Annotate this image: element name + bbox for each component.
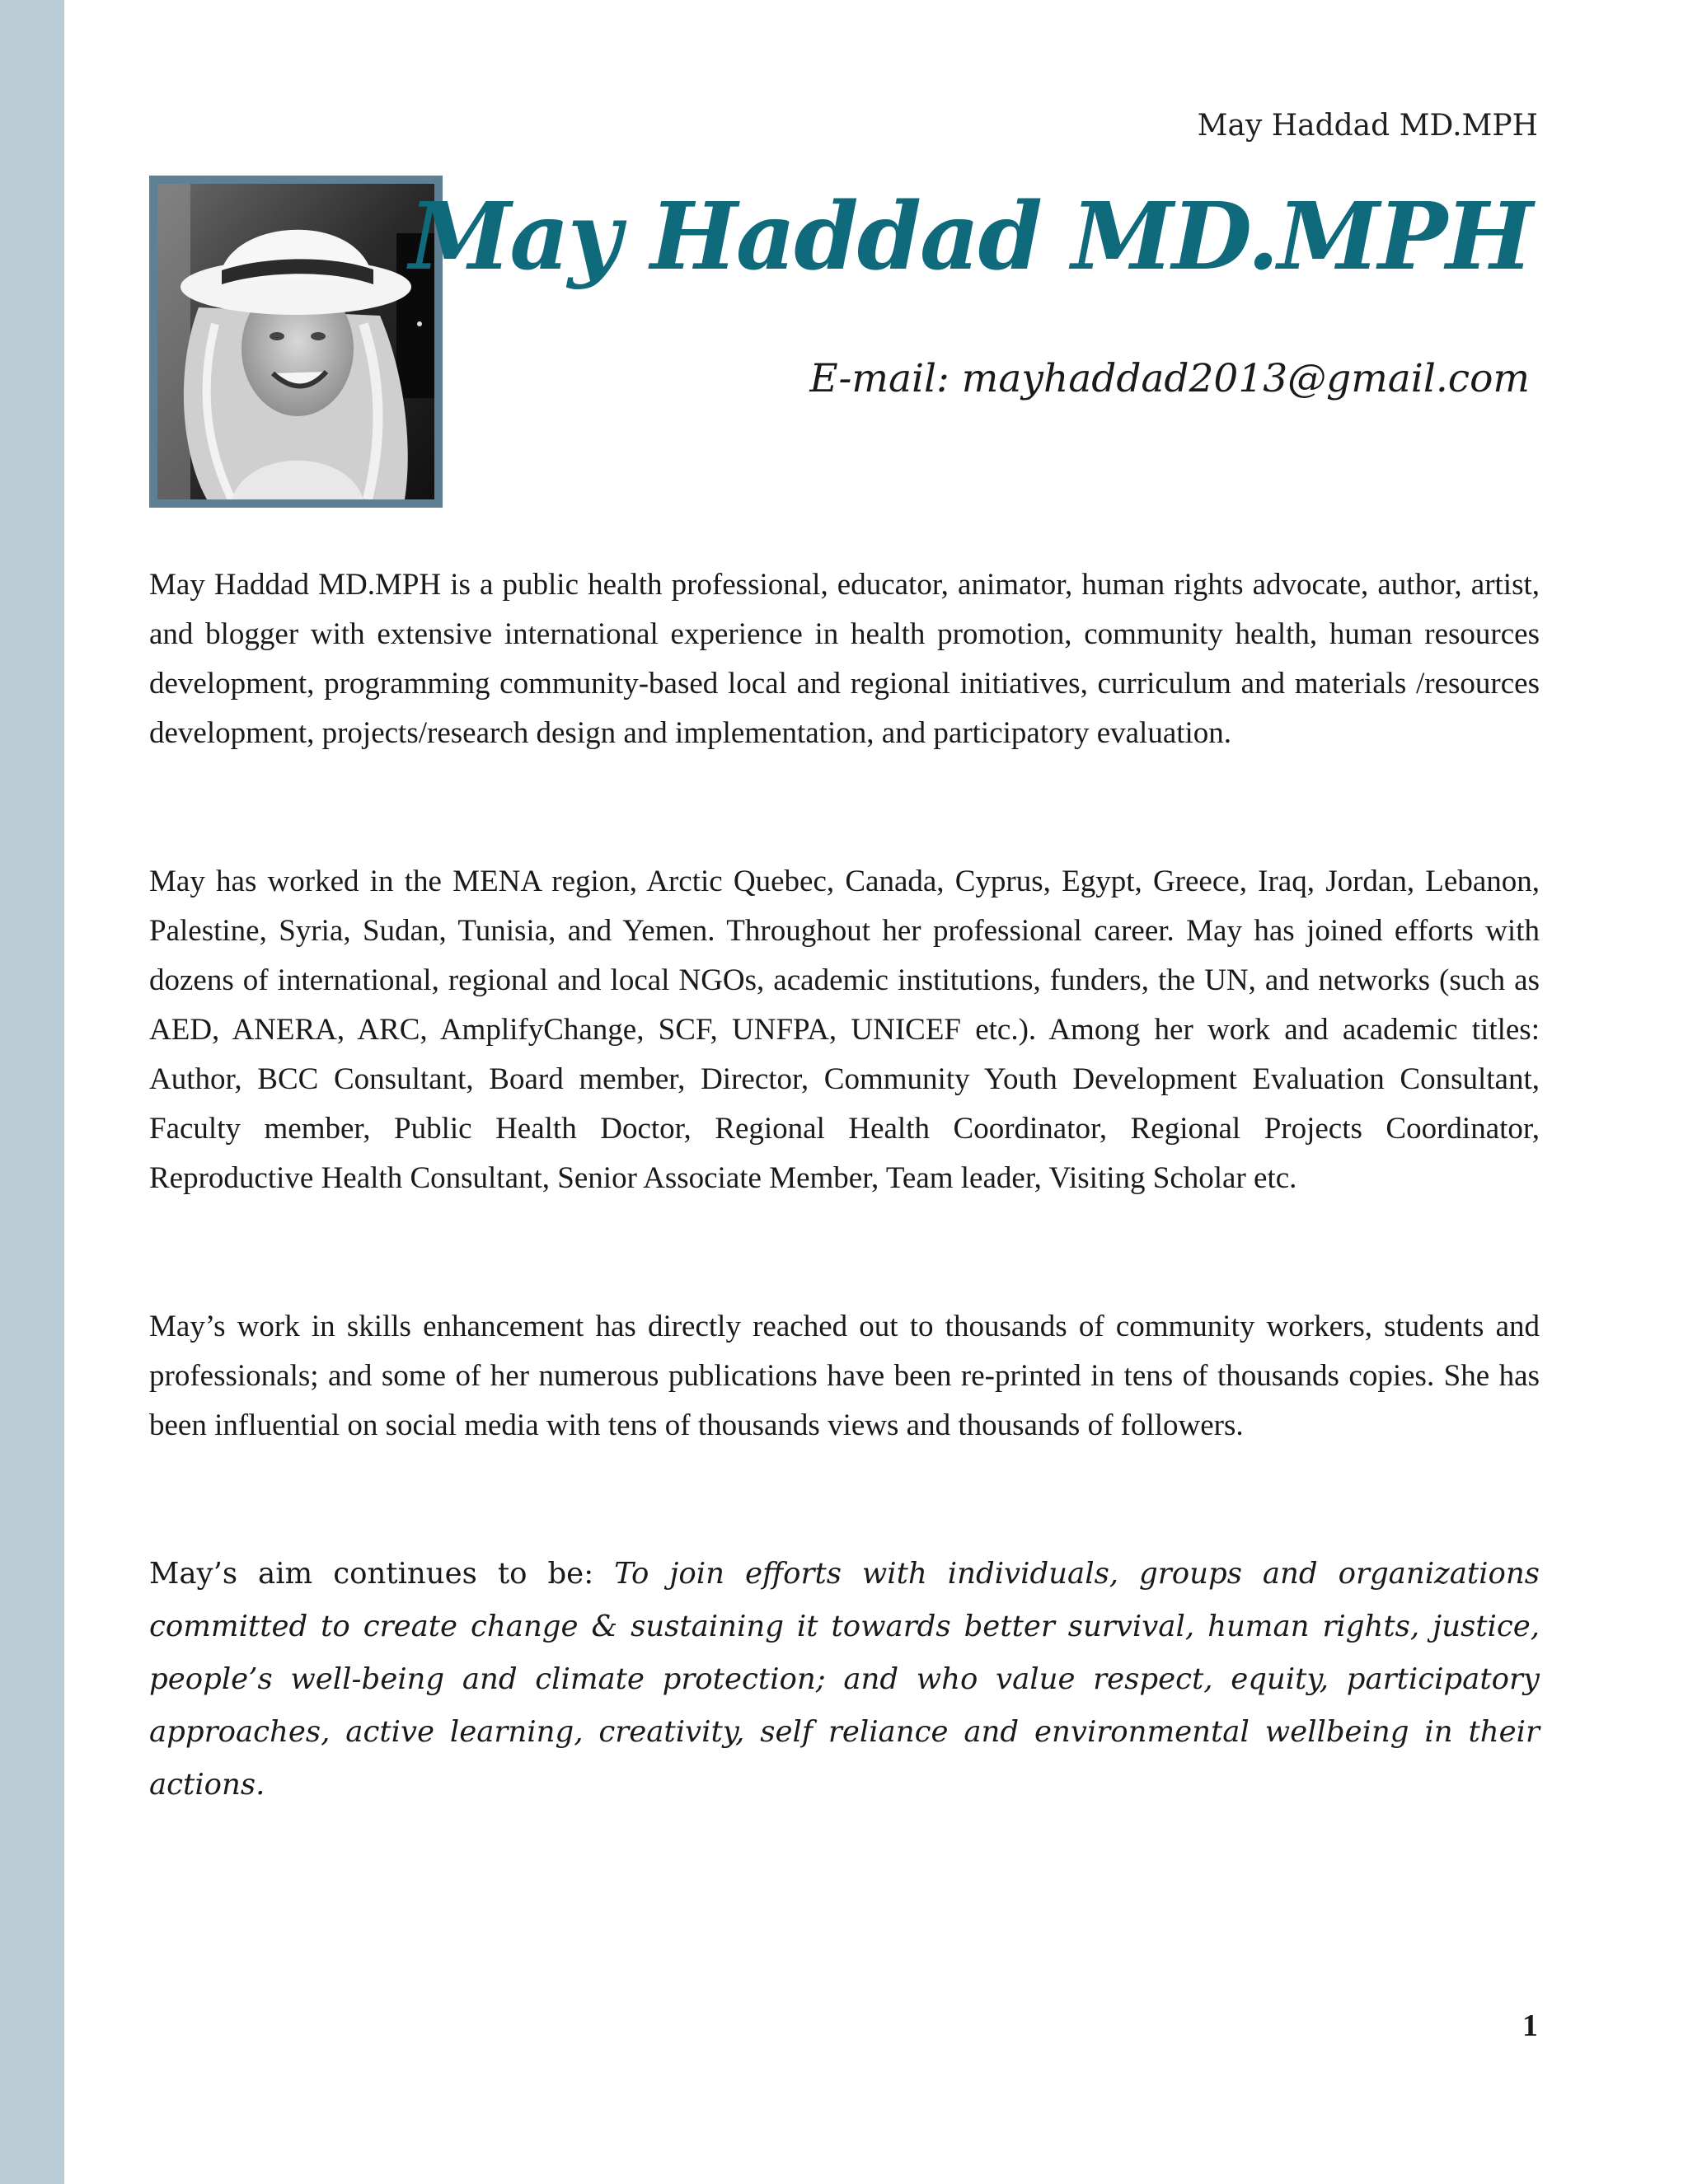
bio-paragraph-3: May’s work in skills enhancement has directly reached out to thousands of community workers, students and professionals; and some of her numerous publications have been re-printed in tens of thousands copies. She has been influential on social media with tens of thousands views and thousands of followers. [149, 1310, 1540, 1442]
aim-statement [149, 1548, 1540, 1811]
page-number: 1 [1522, 2008, 1538, 2043]
profile-photo [149, 176, 443, 508]
bio-paragraph-1: May Haddad MD.MPH is a public health professional, educator, animator, human rights advocate, author, artist, and blogger with extensive international experience in health promotion, community health, human resources development, programming community-based local and regional initiatives, curriculum and materials /resources development, projects/research design and implementation, and participatory evaluation. [149, 568, 1540, 750]
running-header: May Haddad MD.MPH [1197, 109, 1538, 143]
left-sidebar-stripe [0, 0, 64, 2184]
portrait-image [157, 184, 434, 499]
aim-lead: May’s aim continues to be: [149, 1557, 615, 1591]
bio-paragraph-2: May has worked in the MENA region, Arctic Quebec, Canada, Cyprus, Egypt, Greece, Iraq, Jordan, Lebanon, Palestine, Syria, Sudan, Tunisia, and Yemen. Throughout her professional career. May has joined efforts with dozens of international, regional and local NGOs, academic institutions, funders, the UN, and networks (such as AED, ANERA, ARC, AmplifyChange, SCF, UNFPA, UNICEF etc.). Among her work and academic titles: Author, BCC Consultant, Board member, Director, Community Youth Development Evaluation Consultant, Faculty member, Public Health Doctor, Regional Health Coordinator, Regional Projects Coordinator, Reproductive Health Consultant, Senior Associate Member, Team leader, Visiting Scholar etc. [149, 865, 1540, 1195]
page-title: May Haddad MD.MPH [409, 183, 1531, 291]
email-line: E-mail: mayhaddad2013@gmail.com [809, 356, 1530, 401]
aim-quote: To join efforts with individuals, groups and organizations committed to create change & sustaining it towards better survival, human rights, justice, people’s well-being and climate protection; and who value respect, equity, participatory approaches, active learning, creativity, self reliance and environmental wellbeing in their actions. [149, 1557, 1540, 1802]
